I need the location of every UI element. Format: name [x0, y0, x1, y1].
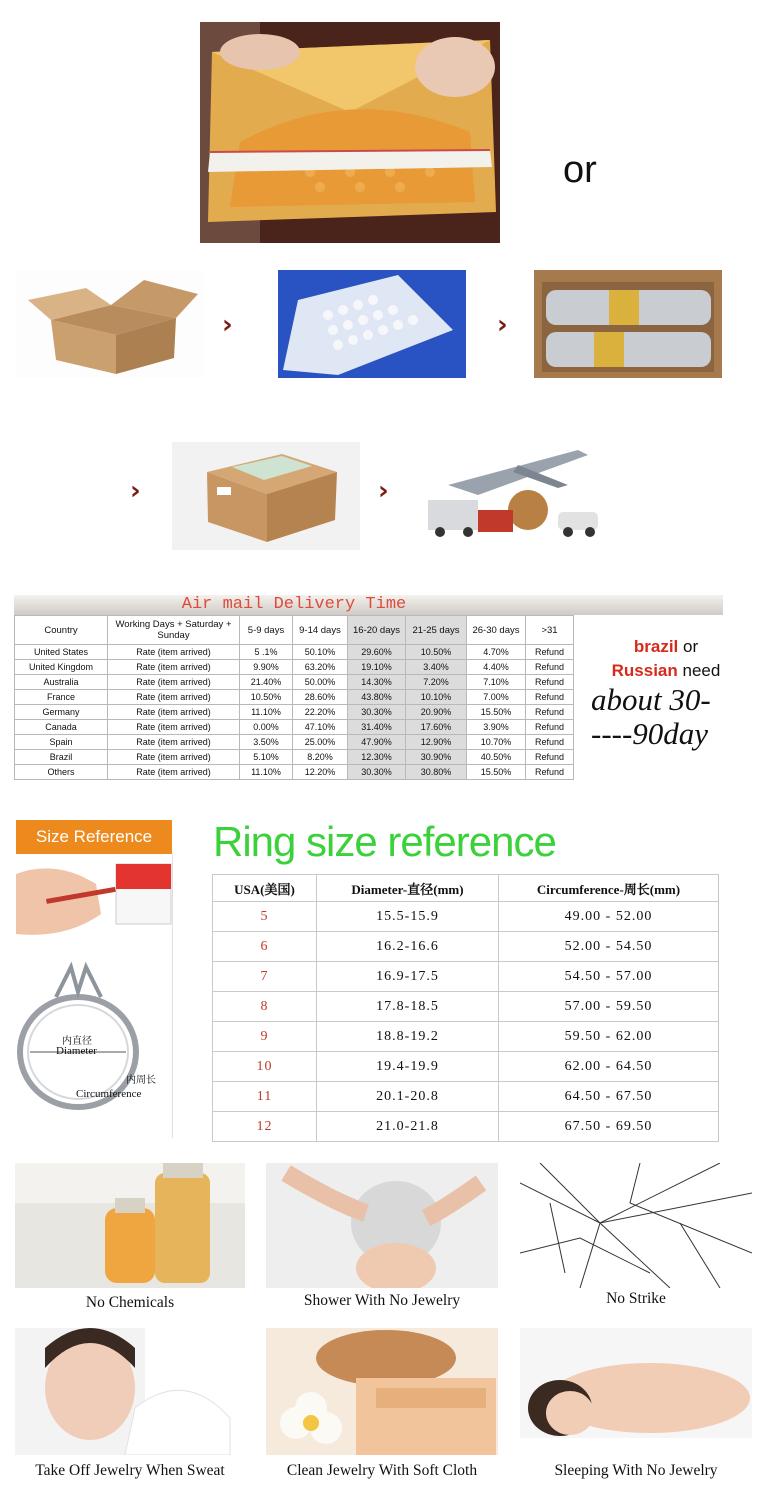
care-caption: Take Off Jewelry When Sweat	[35, 1462, 225, 1479]
value-cell: 31.40%	[348, 720, 406, 735]
value-cell: Refund	[526, 690, 574, 705]
care-caption: No Strike	[606, 1290, 666, 1307]
value-cell: Refund	[526, 705, 574, 720]
or-label: or	[563, 149, 597, 191]
value-cell: 30.30%	[348, 705, 406, 720]
value-cell: 30.30%	[348, 765, 406, 780]
table-row	[15, 705, 574, 720]
diameter-label: Diameter	[56, 1045, 97, 1057]
value-cell: 40.50%	[467, 750, 526, 765]
ring-size-table	[212, 874, 719, 1142]
value-cell: 63.20%	[293, 660, 348, 675]
usa-size-cell: 5	[213, 902, 317, 932]
table-row	[213, 1022, 719, 1052]
diameter-cell: 20.1-20.8	[317, 1082, 499, 1112]
value-cell: 11.10%	[240, 765, 293, 780]
soft-cloth-image	[266, 1328, 498, 1455]
care-tile-no-strike	[520, 1163, 752, 1315]
value-cell: 7.10%	[467, 675, 526, 690]
care-tile-soft-cloth	[266, 1328, 498, 1480]
rate-cell: Rate (item arrived)	[108, 705, 240, 720]
care-caption: Shower With No Jewelry	[303, 1292, 461, 1309]
header-cell: 9-14 days	[293, 616, 348, 645]
value-cell: 8.20%	[293, 750, 348, 765]
header-cell: 26-30 days	[467, 616, 526, 645]
value-cell: 12.20%	[293, 765, 348, 780]
country-cell: Spain	[15, 735, 108, 750]
rate-cell: Rate (item arrived)	[108, 735, 240, 750]
header-cell: USA(美国)	[213, 875, 317, 902]
circumference-cell: 64.50 - 67.50	[499, 1082, 719, 1112]
table-row	[15, 765, 574, 780]
value-cell: 19.10%	[348, 660, 406, 675]
inner-circumference-cn-label: 内周长	[126, 1075, 156, 1086]
bubble-wrap-photo	[278, 270, 466, 378]
value-cell: 4.40%	[467, 660, 526, 675]
usa-size-cell: 8	[213, 992, 317, 1022]
rate-cell: Rate (item arrived)	[108, 765, 240, 780]
table-row	[213, 992, 719, 1022]
cracked-glass-image	[520, 1163, 752, 1288]
value-cell: 47.90%	[348, 735, 406, 750]
value-cell: 10.50%	[240, 690, 293, 705]
circumference-cell: 59.50 - 62.00	[499, 1022, 719, 1052]
country-cell: France	[15, 690, 108, 705]
table-row	[213, 1112, 719, 1142]
value-cell: Refund	[526, 765, 574, 780]
note-brazil: brazil	[633, 637, 679, 656]
usa-size-cell: 9	[213, 1022, 317, 1052]
value-cell: 25.00%	[293, 735, 348, 750]
ring-size-title: Ring size reference	[213, 818, 556, 865]
usa-size-cell: 12	[213, 1112, 317, 1142]
usa-size-cell: 10	[213, 1052, 317, 1082]
delivery-time-section	[14, 595, 723, 777]
value-cell: 50.10%	[293, 645, 348, 660]
table-row	[15, 735, 574, 750]
value-cell: 29.60%	[348, 645, 406, 660]
header-cell: 5-9 days	[240, 616, 293, 645]
value-cell: 12.90%	[406, 735, 467, 750]
country-cell: United Kingdom	[15, 660, 108, 675]
inner-diameter-cn-label: 内直径	[62, 1036, 92, 1047]
delivery-table	[14, 615, 574, 780]
note-duration-line1: about 30-	[591, 682, 711, 717]
cardboard-box-photo	[16, 270, 204, 378]
value-cell: 5 .1%	[240, 645, 293, 660]
table-row	[15, 660, 574, 675]
rate-cell: Rate (item arrived)	[108, 690, 240, 705]
care-tile-shower	[266, 1163, 498, 1315]
rate-cell: Rate (item arrived)	[108, 645, 240, 660]
table-row	[15, 645, 574, 660]
shower-image	[266, 1163, 498, 1288]
value-cell: 30.90%	[406, 750, 467, 765]
header-cell: Diameter-直径(mm)	[317, 875, 499, 902]
table-row	[15, 750, 574, 765]
value-cell: 10.70%	[467, 735, 526, 750]
value-cell: Refund	[526, 645, 574, 660]
size-reference-tag: Size Reference	[16, 820, 172, 854]
value-cell: Refund	[526, 660, 574, 675]
header-cell: >31	[526, 616, 574, 645]
rate-cell: Rate (item arrived)	[108, 750, 240, 765]
diameter-cell: 15.5-15.9	[317, 902, 499, 932]
table-row	[213, 1082, 719, 1112]
table-header-row	[213, 875, 719, 902]
care-tile-sleeping	[520, 1328, 752, 1480]
arrow-right-icon: ›	[497, 310, 508, 340]
value-cell: 43.80%	[348, 690, 406, 705]
diameter-cell: 21.0-21.8	[317, 1112, 499, 1142]
rate-cell: Rate (item arrived)	[108, 660, 240, 675]
care-caption: No Chemicals	[85, 1294, 175, 1311]
country-cell: Brazil	[15, 750, 108, 765]
usa-size-cell: 11	[213, 1082, 317, 1112]
value-cell: 3.40%	[406, 660, 467, 675]
ring-measure-panel	[16, 854, 173, 1138]
sweat-image	[15, 1328, 245, 1455]
chemical-bottles-image	[15, 1163, 245, 1288]
diameter-cell: 18.8-19.2	[317, 1022, 499, 1052]
value-cell: 20.90%	[406, 705, 467, 720]
air-shipping-photo	[418, 440, 606, 548]
value-cell: 12.30%	[348, 750, 406, 765]
header-cell: Country	[15, 616, 108, 645]
value-cell: 28.60%	[293, 690, 348, 705]
care-caption: Sleeping With No Jewelry	[554, 1462, 718, 1479]
country-cell: Others	[15, 765, 108, 780]
rate-cell: Rate (item arrived)	[108, 720, 240, 735]
table-row	[213, 962, 719, 992]
table-row	[213, 932, 719, 962]
value-cell: Refund	[526, 720, 574, 735]
sleeping-image	[520, 1328, 752, 1455]
note-need: need	[682, 661, 721, 680]
wrapped-items-in-box-photo	[534, 270, 722, 378]
circumference-cell: 52.00 - 54.50	[499, 932, 719, 962]
value-cell: 50.00%	[293, 675, 348, 690]
value-cell: 10.10%	[406, 690, 467, 705]
sealed-parcel-photo	[172, 442, 360, 550]
value-cell: 22.20%	[293, 705, 348, 720]
table-row	[15, 720, 574, 735]
circumference-cell: 62.00 - 64.50	[499, 1052, 719, 1082]
table-row	[213, 902, 719, 932]
value-cell: 3.90%	[467, 720, 526, 735]
value-cell: Refund	[526, 735, 574, 750]
finger-measure-illustration	[16, 854, 172, 949]
note-russian: Russian	[611, 661, 678, 680]
country-cell: United States	[15, 645, 108, 660]
value-cell: 17.60%	[406, 720, 467, 735]
circumference-cell: 49.00 - 52.00	[499, 902, 719, 932]
value-cell: Refund	[526, 750, 574, 765]
care-caption: Clean Jewelry With Soft Cloth	[286, 1462, 478, 1479]
value-cell: 7.20%	[406, 675, 467, 690]
header-cell: Working Days + Saturday + Sunday	[108, 616, 240, 645]
value-cell: 10.50%	[406, 645, 467, 660]
delivery-note	[591, 635, 741, 751]
usa-size-cell: 7	[213, 962, 317, 992]
value-cell: 15.50%	[467, 705, 526, 720]
value-cell: Refund	[526, 675, 574, 690]
bubble-mailer-photo	[200, 22, 500, 243]
value-cell: 7.00%	[467, 690, 526, 705]
value-cell: 15.50%	[467, 765, 526, 780]
country-cell: Germany	[15, 705, 108, 720]
diameter-cell: 17.8-18.5	[317, 992, 499, 1022]
value-cell: 9.90%	[240, 660, 293, 675]
care-tile-no-chemicals	[15, 1163, 245, 1315]
value-cell: 21.40%	[240, 675, 293, 690]
circumference-cell: 67.50 - 69.50	[499, 1112, 719, 1142]
table-row	[15, 675, 574, 690]
table-row	[213, 1052, 719, 1082]
note-or: or	[683, 637, 699, 656]
arrow-right-icon: ›	[222, 310, 233, 340]
usa-size-cell: 6	[213, 932, 317, 962]
delivery-title: Air mail Delivery Time	[181, 595, 407, 614]
diameter-cell: 16.9-17.5	[317, 962, 499, 992]
circumference-label: Circumference	[76, 1088, 142, 1100]
table-header-row	[15, 616, 574, 645]
diameter-cell: 19.4-19.9	[317, 1052, 499, 1082]
note-duration-line2: ----90day	[591, 716, 709, 751]
value-cell: 3.50%	[240, 735, 293, 750]
header-cell: 21-25 days	[406, 616, 467, 645]
arrow-right-icon: ›	[130, 476, 141, 506]
country-cell: Australia	[15, 675, 108, 690]
header-cell: 16-20 days	[348, 616, 406, 645]
header-cell: Circumference-周长(mm)	[499, 875, 719, 902]
value-cell: 0.00%	[240, 720, 293, 735]
circumference-cell: 57.00 - 59.50	[499, 992, 719, 1022]
country-cell: Canada	[15, 720, 108, 735]
value-cell: 11.10%	[240, 705, 293, 720]
value-cell: 14.30%	[348, 675, 406, 690]
value-cell: 30.80%	[406, 765, 467, 780]
arrow-right-icon: ›	[378, 476, 389, 506]
diameter-cell: 16.2-16.6	[317, 932, 499, 962]
value-cell: 4.70%	[467, 645, 526, 660]
circumference-cell: 54.50 - 57.00	[499, 962, 719, 992]
rate-cell: Rate (item arrived)	[108, 675, 240, 690]
value-cell: 47.10%	[293, 720, 348, 735]
value-cell: 5.10%	[240, 750, 293, 765]
care-tile-sweat	[15, 1328, 245, 1480]
table-row	[15, 690, 574, 705]
